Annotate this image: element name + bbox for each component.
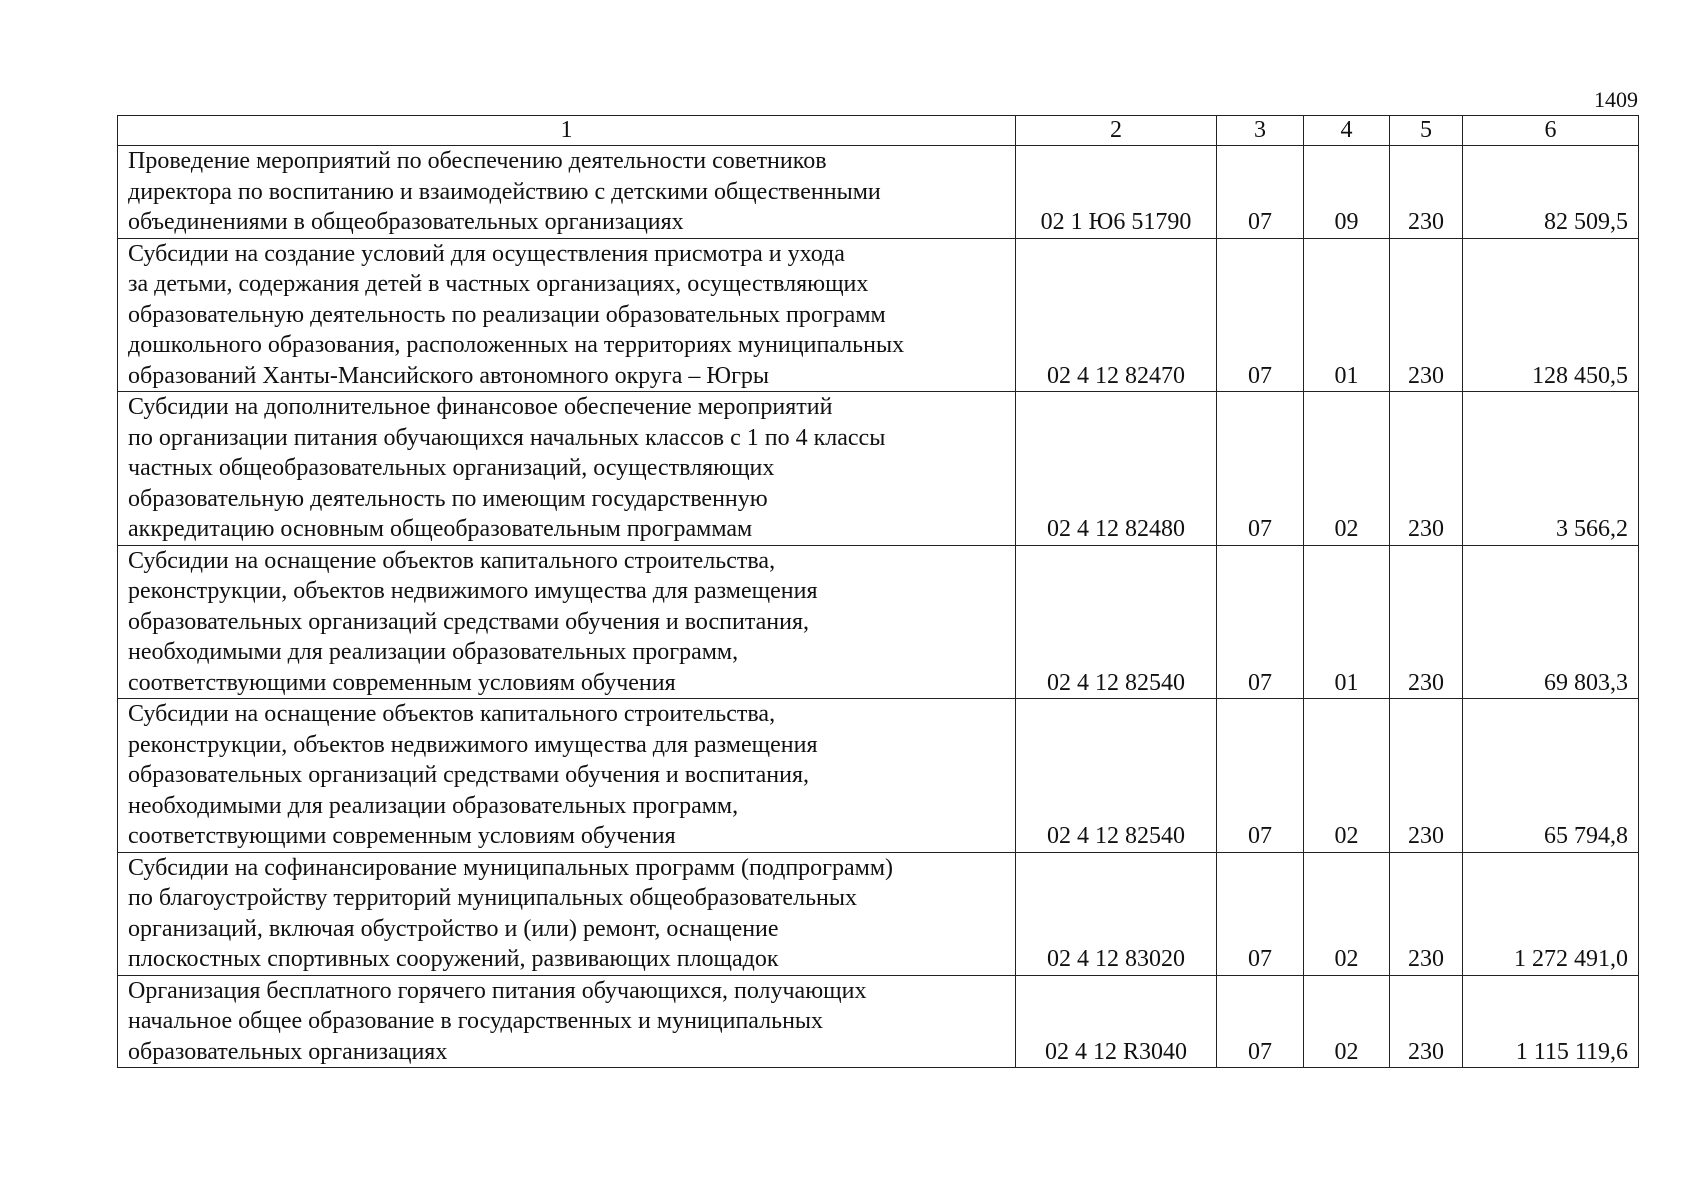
- row-amount: 65 794,8: [1463, 699, 1639, 853]
- row-section: 07: [1217, 545, 1304, 699]
- row-code: 02 4 12 82540: [1016, 545, 1217, 699]
- table-row: [118, 146, 1639, 239]
- row-amount: 69 803,3: [1463, 545, 1639, 699]
- row-section: 07: [1217, 852, 1304, 975]
- row-name: Организация бесплатного горячего питания обучающихся, получающих начальное общее образование в государственных и муниципальных образовательных организациях: [118, 975, 1016, 1068]
- row-subsection: 01: [1304, 238, 1390, 392]
- table-row: [118, 392, 1639, 546]
- row-expense-type: 230: [1390, 975, 1463, 1068]
- row-code: 02 4 12 R3040: [1016, 975, 1217, 1068]
- row-expense-type: 230: [1390, 852, 1463, 975]
- row-amount: 82 509,5: [1463, 146, 1639, 239]
- row-name: Субсидии на оснащение объектов капитального строительства, реконструкции, объектов недвижимого имущества для размещения образовательных организаций средствами обучения и воспитания, необходимыми для реализации образовательных программ, соответствующими современным условиям обучения: [118, 545, 1016, 699]
- row-section: 07: [1217, 975, 1304, 1068]
- row-section: 07: [1217, 146, 1304, 239]
- row-name: Субсидии на оснащение объектов капитального строительства, реконструкции, объектов недвижимого имущества для размещения образовательных организаций средствами обучения и воспитания, необходимыми для реализации образовательных программ, соответствующими современным условиям обучения: [118, 699, 1016, 853]
- row-subsection: 02: [1304, 699, 1390, 853]
- row-amount: 3 566,2: [1463, 392, 1639, 546]
- table-body: [118, 146, 1639, 1068]
- budget-table: [117, 115, 1639, 1068]
- row-subsection: 02: [1304, 392, 1390, 546]
- row-expense-type: 230: [1390, 545, 1463, 699]
- table-row: [118, 238, 1639, 392]
- table-row: [118, 852, 1639, 975]
- row-expense-type: 230: [1390, 699, 1463, 853]
- column-header-6: 6: [1463, 116, 1639, 146]
- row-section: 07: [1217, 699, 1304, 853]
- row-amount: 1 115 119,6: [1463, 975, 1639, 1068]
- column-header-3: 3: [1217, 116, 1304, 146]
- row-code: 02 4 12 83020: [1016, 852, 1217, 975]
- row-expense-type: 230: [1390, 392, 1463, 546]
- row-code: 02 4 12 82540: [1016, 699, 1217, 853]
- row-subsection: 01: [1304, 545, 1390, 699]
- row-section: 07: [1217, 238, 1304, 392]
- row-expense-type: 230: [1390, 146, 1463, 239]
- row-amount: 128 450,5: [1463, 238, 1639, 392]
- header-row: [118, 116, 1639, 146]
- page-number: 1409: [1594, 87, 1638, 112]
- row-code: 02 1 Ю6 51790: [1016, 146, 1217, 239]
- row-name: Субсидии на софинансирование муниципальных программ (подпрограмм) по благоустройству территорий муниципальных общеобразовательных организаций, включая обустройство и (или) ремонт, оснащение плоскостных спортивных сооружений, развивающих площадок: [118, 852, 1016, 975]
- table-header: [118, 116, 1639, 146]
- row-code: 02 4 12 82470: [1016, 238, 1217, 392]
- row-subsection: 02: [1304, 852, 1390, 975]
- column-header-5: 5: [1390, 116, 1463, 146]
- row-section: 07: [1217, 392, 1304, 546]
- row-name: Субсидии на дополнительное финансовое обеспечение мероприятий по организации питания обучающихся начальных классов с 1 по 4 классы частных общеобразовательных организаций, осуществляющих образовательную деятельность по имеющим государственную аккредитацию основным общеобразовательным программам: [118, 392, 1016, 546]
- column-header-4: 4: [1304, 116, 1390, 146]
- column-header-2: 2: [1016, 116, 1217, 146]
- row-subsection: 02: [1304, 975, 1390, 1068]
- row-subsection: 09: [1304, 146, 1390, 239]
- table-row: [118, 699, 1639, 853]
- row-name: Субсидии на создание условий для осуществления присмотра и ухода за детьми, содержания детей в частных организациях, осуществляющих образовательную деятельность по реализации образовательных программ дошкольного образования, расположенных на территориях муниципальных образований Ханты-Мансийского автономного округа – Югры: [118, 238, 1016, 392]
- column-header-1: 1: [118, 116, 1016, 146]
- row-amount: 1 272 491,0: [1463, 852, 1639, 975]
- table-row: [118, 975, 1639, 1068]
- row-name: Проведение мероприятий по обеспечению деятельности советников директора по воспитанию и взаимодействию с детскими общественными объединениями в общеобразовательных организациях: [118, 146, 1016, 239]
- row-expense-type: 230: [1390, 238, 1463, 392]
- row-code: 02 4 12 82480: [1016, 392, 1217, 546]
- table-row: [118, 545, 1639, 699]
